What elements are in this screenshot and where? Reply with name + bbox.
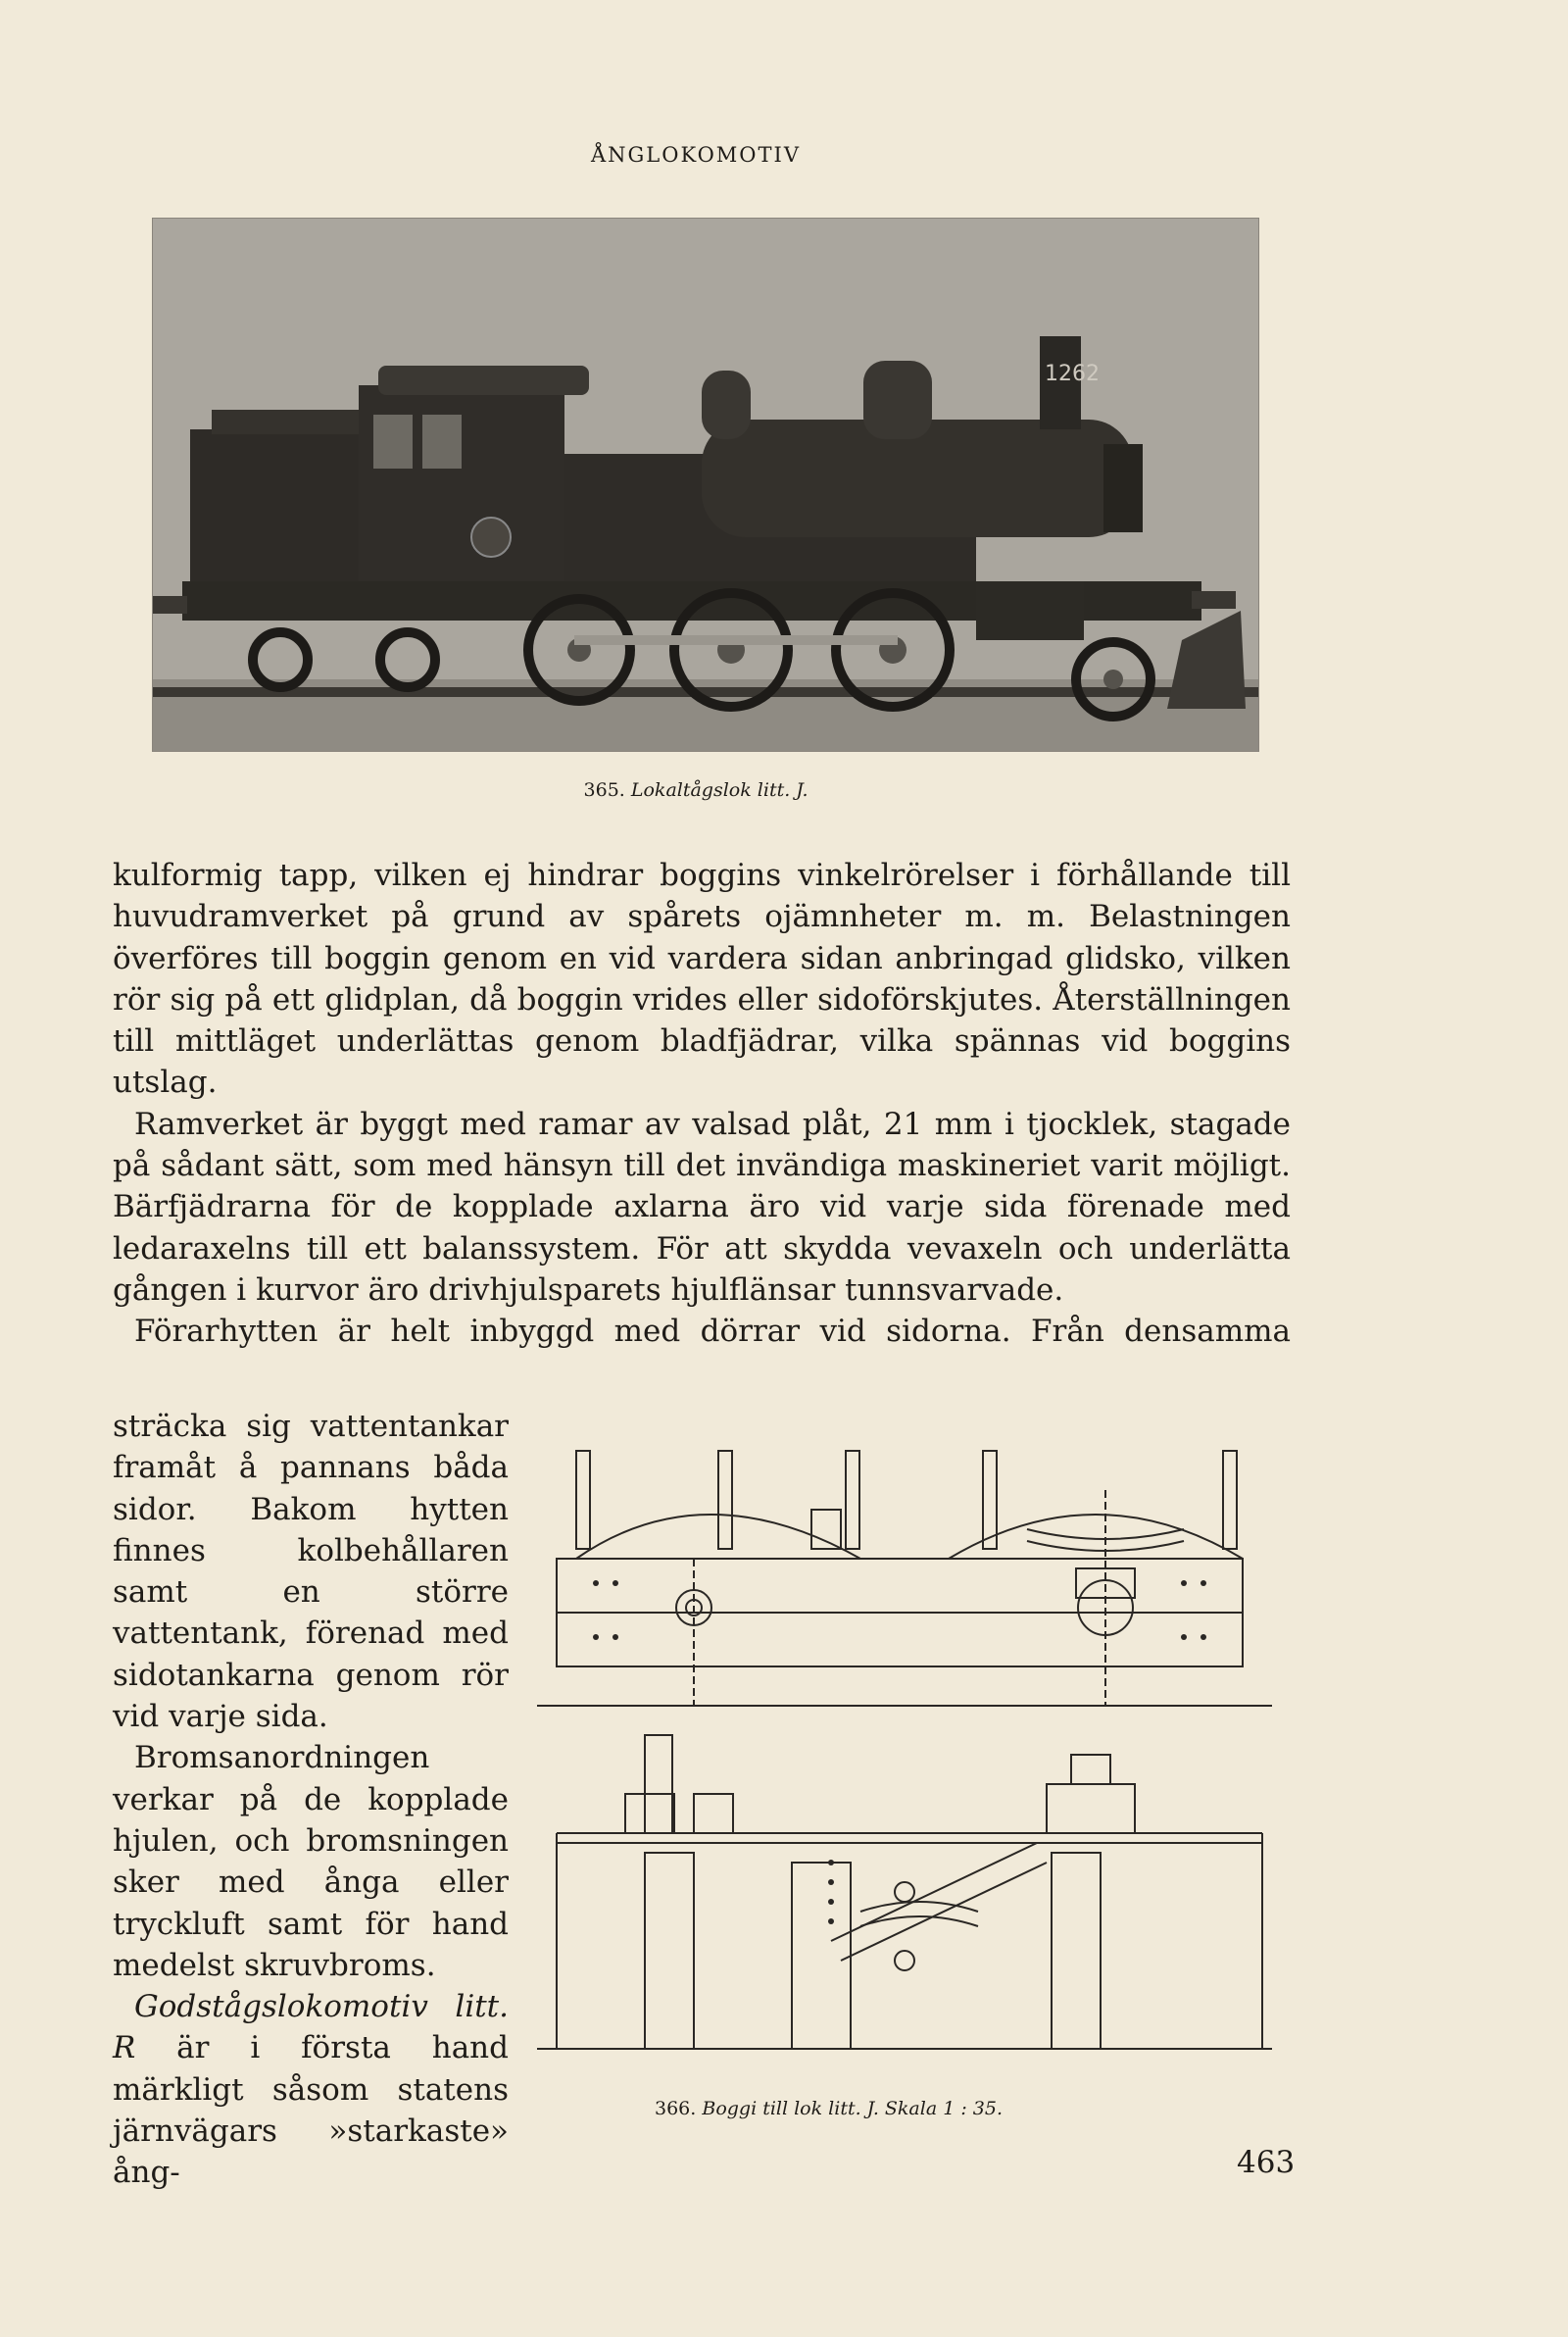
figure-366-number: 366. <box>655 2098 697 2119</box>
narrow-text-column <box>113 1406 509 2194</box>
figure-365-caption <box>0 779 1392 801</box>
main-text-block <box>113 855 1291 1353</box>
narrow-paragraph-3-text: är i första hand märkligt såsom statens järnvägars »starkaste» ång- <box>113 2030 509 2191</box>
paragraph-1: kulformig tapp, vilken ej hindrar boggins vinkelrörelser i förhållande till huvudramverket på grund av spårets ojämnheter m. m. Belastningen överföres till boggin genom en vid vardera sidan anbringad glidsko, vilken rör sig på ett glidplan, då boggin vrides eller sidoförskjutes. Återställningen till mittläget underlättas genom bladfjädrar, vilka spännas vid boggins utslag. <box>113 858 1291 1101</box>
figure-365-title: Lokaltågslok litt. J. <box>630 779 808 801</box>
narrow-paragraph-1: sträcka sig vattentankar framåt å pannans båda sidor. Bakom hytten finnes kolbehållaren samt en större vattentank, förenad med sidotankarna genom rör vid varje sida. <box>113 1409 509 1735</box>
loco-number-plate: 1262 <box>1045 362 1100 386</box>
narrow-paragraph-2: Bromsanordningen verkar på de kopplade hjulen, och bromsningen sker med ånga eller tryckluft samt för hand medelst skruvbroms. <box>113 1740 509 1983</box>
paragraph-2: Ramverket är byggt med ramar av valsad plåt, 21 mm i tjocklek, stagade på sådant sätt, som med hänsyn till det invändiga maskineriet varit möjligt. Bärfjädrarna för de kopplade axlarna äro vid varje sida förenade med ledaraxelns till ett balanssystem. För att skydda vevaxeln och underlätta gången i kurvor äro drivhjulsparets hjulflänsar tunnsvarvade. <box>113 1106 1291 1308</box>
page-number: 463 <box>1237 2145 1296 2180</box>
locomotive-illustration <box>153 219 1258 751</box>
figure-366-caption <box>655 2098 1003 2119</box>
locomotive-photo <box>152 218 1259 752</box>
bogie-technical-drawing <box>537 1431 1272 2059</box>
figure-365-number: 365. <box>583 779 625 801</box>
paragraph-3: Förarhytten är helt inbyggd med dörrar vid sidorna. Från densamma <box>134 1314 1291 1350</box>
running-header: ÅNGLOKOMOTIV <box>590 143 801 167</box>
narrow-paragraph-3 <box>113 1986 509 2193</box>
figure-366-title: Boggi till lok litt. J. Skala 1 : 35. <box>702 2098 1003 2119</box>
italic-heading: Godstågslokomotiv litt. R <box>113 1989 509 2066</box>
bogie-drawing-svg <box>537 1431 1272 2059</box>
